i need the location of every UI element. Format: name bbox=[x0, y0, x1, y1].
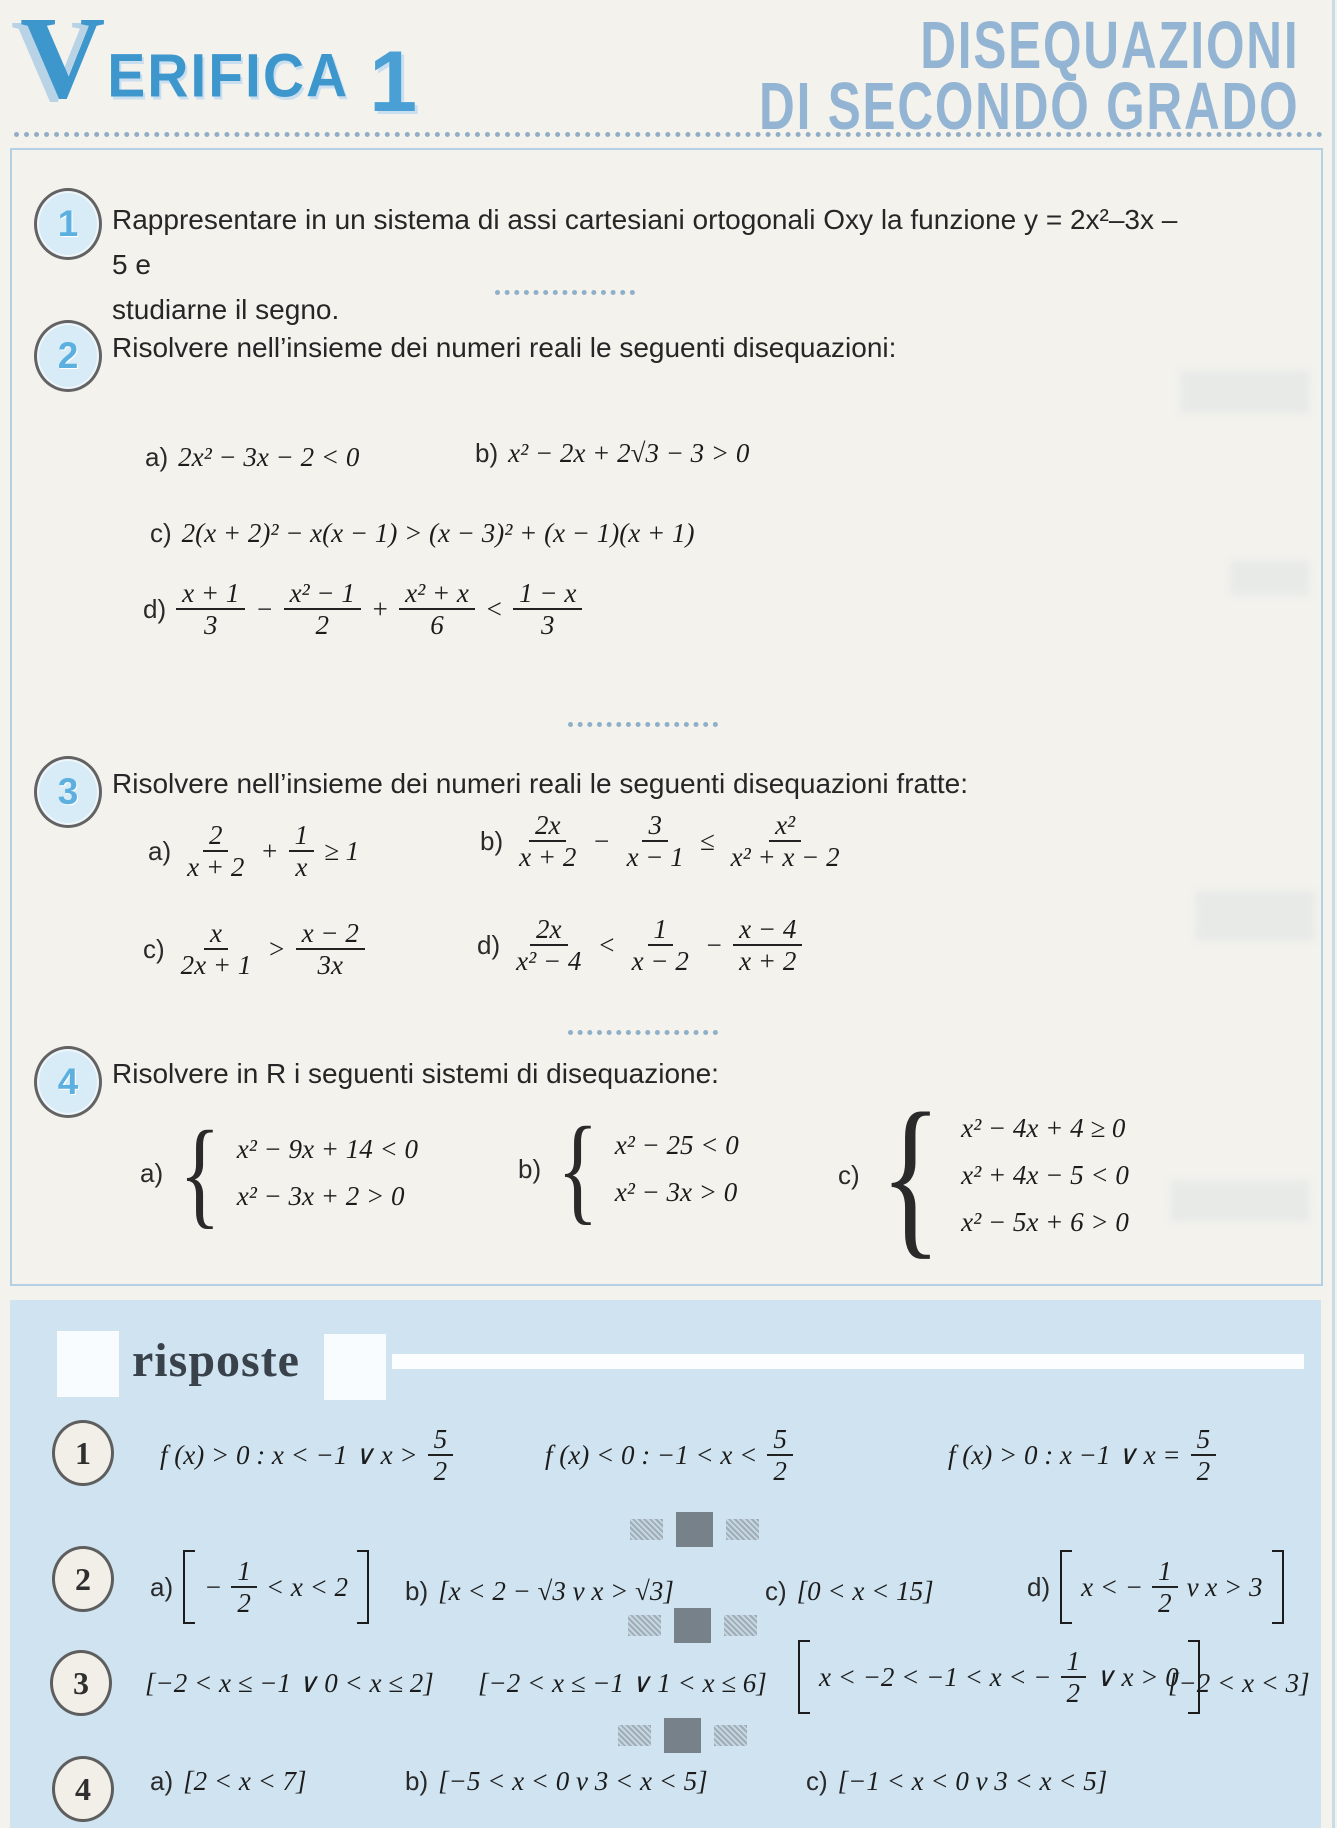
answer-1-badge bbox=[52, 1420, 114, 1486]
math-text: v x > 3 bbox=[1186, 1571, 1263, 1602]
numerator: 1 bbox=[1061, 1646, 1087, 1678]
operator: − bbox=[255, 593, 274, 624]
denominator: x² − 4 bbox=[516, 946, 582, 977]
numerator: 5 bbox=[1191, 1424, 1217, 1456]
exercise-4-system-a bbox=[140, 1106, 418, 1239]
bracket-right bbox=[357, 1550, 369, 1624]
numerator: x + 1 bbox=[176, 578, 245, 610]
logo-number: 1 bbox=[369, 33, 418, 130]
denominator: x − 2 bbox=[631, 946, 689, 977]
exercise-4-system-b bbox=[518, 1102, 739, 1235]
fraction bbox=[289, 820, 315, 882]
exercise-1-text-line1: Rappresentare in un sistema di assi cartesiani ortogonali Oxy la funzione y = 2x²–3x – 5 e bbox=[112, 204, 1178, 280]
numerator: 3 bbox=[642, 810, 668, 842]
system-lines bbox=[615, 1130, 739, 1208]
answer-2-number: 2 bbox=[75, 1560, 91, 1597]
item-label: c) bbox=[806, 1766, 828, 1796]
math-expression bbox=[819, 1640, 1179, 1714]
math-expression: x² − 9x + 14 < 0 bbox=[236, 1134, 418, 1164]
denominator: 2 bbox=[1158, 1588, 1172, 1619]
exercise-3-item-b bbox=[480, 810, 846, 872]
exercise-2-badge bbox=[34, 320, 102, 392]
item-label: b) bbox=[405, 1766, 429, 1796]
bracket-right bbox=[1272, 1550, 1284, 1624]
math-text: − bbox=[204, 1571, 223, 1602]
hatched-square bbox=[714, 1725, 747, 1746]
fraction bbox=[181, 820, 250, 882]
denominator: 2 bbox=[773, 1456, 787, 1487]
denominator: x² + x − 2 bbox=[730, 842, 840, 873]
exercise-1-badge bbox=[34, 188, 102, 260]
math-expression: x² − 4x + 4 ≥ 0 bbox=[961, 1113, 1126, 1144]
exercise-4-number: 4 bbox=[57, 1061, 79, 1102]
exercise-4-badge bbox=[34, 1046, 102, 1118]
relation: < bbox=[484, 593, 504, 624]
numerator: x² bbox=[769, 810, 801, 842]
decorative-divider-marks bbox=[628, 1608, 757, 1643]
numerator: x − 2 bbox=[296, 918, 365, 950]
numerator: 2 bbox=[203, 820, 229, 852]
math-expression bbox=[510, 914, 802, 976]
logo-word: ERIFICA bbox=[107, 41, 350, 111]
relation: < bbox=[597, 929, 616, 960]
answer-3-part1: [−2 < x ≤ −1 ∨ 0 < x ≤ 2] bbox=[145, 1668, 434, 1698]
exercise-2-item-d bbox=[143, 578, 582, 640]
answer-1-part1 bbox=[160, 1424, 453, 1486]
fraction bbox=[1191, 1424, 1217, 1486]
answer-2-item-d bbox=[1027, 1550, 1284, 1624]
numerator: x − 4 bbox=[733, 914, 802, 946]
answer-1-part3 bbox=[948, 1424, 1216, 1486]
fraction bbox=[621, 810, 690, 872]
denominator: 2 bbox=[1196, 1456, 1211, 1487]
math-text: < x < 2 bbox=[265, 1571, 349, 1602]
exercise-4-system-c bbox=[838, 1076, 1129, 1274]
math-expression: [−5 < x < 0 v 3 < x < 5] bbox=[438, 1766, 708, 1796]
math-expression bbox=[176, 578, 582, 640]
item-label: d) bbox=[477, 929, 501, 960]
math-text: ∨ x > 0 bbox=[1095, 1661, 1179, 1692]
decorative-divider-marks bbox=[618, 1718, 747, 1753]
fraction bbox=[175, 918, 258, 980]
risposte-heading: risposte bbox=[132, 1334, 300, 1387]
math-expression: x² − 3x > 0 bbox=[614, 1177, 738, 1207]
fraction bbox=[284, 578, 361, 640]
system-brace: { bbox=[179, 1106, 221, 1239]
answer-2-item-c bbox=[765, 1576, 934, 1607]
fraction bbox=[1152, 1556, 1178, 1618]
logo-letter-v: V bbox=[20, 0, 106, 123]
exercise-4-intro: Risolvere in R i seguenti sistemi di disequazione: bbox=[112, 1058, 719, 1089]
denominator: 3 bbox=[203, 610, 218, 641]
denominator: 6 bbox=[430, 610, 444, 641]
hatched-square bbox=[726, 1519, 759, 1540]
hatched-square bbox=[618, 1725, 651, 1746]
math-expression: f (x) > 0 : x < −1 ∨ x > bbox=[160, 1439, 418, 1470]
fraction bbox=[513, 810, 582, 872]
bracket-left bbox=[798, 1640, 810, 1714]
decorative-white-square bbox=[57, 1331, 119, 1397]
answer-3-number: 3 bbox=[73, 1664, 89, 1701]
numerator: 2x bbox=[530, 914, 567, 946]
answer-4-item-c bbox=[806, 1766, 1107, 1797]
exercise-3-intro: Risolvere nell’insieme dei numeri reali le seguenti disequazioni fratte: bbox=[112, 768, 968, 799]
section-dotted-separator bbox=[568, 1030, 718, 1035]
numerator: 1 bbox=[289, 820, 315, 852]
bleed-through-artifact bbox=[1195, 890, 1315, 942]
math-expression: [x < 2 − √3 v x > √3] bbox=[438, 1576, 674, 1606]
hatched-square bbox=[724, 1615, 757, 1636]
relation: ≥ 1 bbox=[324, 835, 360, 866]
page-title-line1: DISEQUAZIONI bbox=[919, 6, 1299, 83]
denominator: 3x bbox=[317, 950, 343, 981]
numerator: 1 bbox=[648, 914, 674, 946]
fraction bbox=[513, 578, 582, 640]
answer-1-number: 1 bbox=[75, 1434, 91, 1471]
exercise-1-text-line2: studiarne il segno. bbox=[112, 293, 340, 325]
denominator: 2 bbox=[315, 610, 329, 641]
denominator: x + 2 bbox=[187, 852, 245, 883]
math-text: x < −2 < −1 < x < − bbox=[819, 1661, 1052, 1692]
math-expression: f (x) < 0 : −1 < x < bbox=[545, 1439, 758, 1470]
item-label: d) bbox=[143, 593, 167, 624]
section-dotted-separator bbox=[568, 722, 718, 727]
page-title bbox=[699, 6, 1299, 143]
answer-3-badge bbox=[50, 1650, 112, 1716]
math-expression bbox=[1081, 1550, 1262, 1624]
operator: − bbox=[592, 825, 611, 856]
denominator: 2 bbox=[433, 1456, 448, 1487]
bracket-left bbox=[1060, 1550, 1072, 1624]
item-label: d) bbox=[1027, 1571, 1051, 1602]
exercise-2-number: 2 bbox=[57, 335, 79, 376]
numerator: 1 bbox=[1152, 1556, 1178, 1588]
exercise-2-intro: Risolvere nell’insieme dei numeri reali le seguenti disequazioni: bbox=[112, 332, 897, 363]
bracketed-expression bbox=[798, 1640, 1200, 1714]
math-expression: x² − 3x + 2 > 0 bbox=[236, 1181, 405, 1211]
answer-1-part2 bbox=[545, 1424, 793, 1486]
exercise-3-item-d bbox=[477, 914, 802, 976]
denominator: x bbox=[295, 852, 308, 883]
hatched-square bbox=[630, 1519, 663, 1540]
math-expression: x² + 4x − 5 < 0 bbox=[961, 1160, 1129, 1191]
denominator: 2x + 1 bbox=[180, 950, 252, 981]
bleed-through-artifact bbox=[1170, 1180, 1310, 1222]
item-label: c) bbox=[765, 1576, 787, 1606]
bracket-left bbox=[183, 1550, 195, 1624]
page-edge-line bbox=[1332, 0, 1335, 1828]
exercise-3-badge bbox=[34, 756, 102, 828]
answer-3-part4: [−2 < x < 3] bbox=[1168, 1668, 1310, 1698]
fraction bbox=[767, 1424, 793, 1486]
exercise-3-item-a bbox=[148, 820, 359, 882]
item-label: c) bbox=[150, 518, 172, 548]
bracketed-expression bbox=[183, 1550, 369, 1624]
bleed-through-artifact bbox=[1180, 370, 1310, 414]
answer-3-part2: [−2 < x ≤ −1 ∨ 1 < x ≤ 6] bbox=[478, 1668, 767, 1698]
answer-2-badge bbox=[52, 1546, 114, 1612]
item-label: b) bbox=[405, 1576, 429, 1606]
header-dotted-divider bbox=[14, 132, 1323, 137]
numerator: x² + x bbox=[399, 578, 475, 610]
fraction bbox=[296, 918, 365, 980]
operator: − bbox=[704, 929, 724, 960]
item-label: a) bbox=[148, 835, 172, 866]
answer-4-badge bbox=[52, 1756, 114, 1822]
decorative-divider-marks bbox=[630, 1512, 759, 1547]
item-label: b) bbox=[475, 438, 499, 468]
relation: > bbox=[267, 933, 286, 964]
bracketed-expression bbox=[1060, 1550, 1283, 1624]
system-brace: { bbox=[557, 1102, 599, 1235]
operator: + bbox=[370, 593, 390, 624]
fraction bbox=[231, 1556, 257, 1618]
answer-4-item-b bbox=[405, 1766, 708, 1797]
math-expression: [2 < x < 7] bbox=[183, 1766, 307, 1796]
item-label: a) bbox=[150, 1571, 174, 1602]
math-expression: x² − 25 < 0 bbox=[614, 1130, 739, 1160]
numerator: x bbox=[204, 918, 228, 950]
denominator: x + 2 bbox=[739, 946, 797, 977]
numerator: 2x bbox=[529, 810, 566, 842]
numerator: 5 bbox=[428, 1424, 454, 1456]
item-label: c) bbox=[838, 1160, 860, 1191]
item-label: a) bbox=[150, 1766, 174, 1796]
numerator: 1 bbox=[231, 1556, 257, 1588]
math-expression: x² − 2x + 2√3 − 3 > 0 bbox=[508, 438, 750, 468]
answer-4-number: 4 bbox=[75, 1770, 91, 1807]
section-dotted-separator bbox=[495, 290, 635, 295]
math-text: x < − bbox=[1081, 1571, 1144, 1602]
item-label: b) bbox=[518, 1153, 542, 1184]
exercise-1-number: 1 bbox=[57, 203, 79, 244]
hatched-square bbox=[628, 1615, 661, 1636]
denominator: x + 2 bbox=[519, 842, 577, 873]
relation: ≤ bbox=[699, 825, 715, 856]
numerator: 5 bbox=[767, 1424, 793, 1456]
decorative-white-square bbox=[324, 1334, 386, 1400]
bleed-through-artifact bbox=[1230, 560, 1310, 596]
math-expression: [0 < x < 15] bbox=[796, 1576, 934, 1606]
exercise-1-text bbox=[112, 198, 1192, 332]
math-expression: [−1 < x < 0 v 3 < x < 5] bbox=[837, 1766, 1108, 1796]
math-expression: 2x² − 3x − 2 < 0 bbox=[178, 442, 360, 472]
system-lines bbox=[237, 1134, 418, 1212]
fraction bbox=[428, 1424, 454, 1486]
answer-3-part3 bbox=[798, 1640, 1200, 1714]
answer-2-item-a bbox=[150, 1550, 369, 1624]
fraction bbox=[176, 578, 245, 640]
answer-2-item-b bbox=[405, 1576, 674, 1607]
operator: + bbox=[260, 835, 279, 866]
system-lines bbox=[961, 1113, 1129, 1238]
math-expression: 2(x + 2)² − x(x − 1) > (x − 3)² + (x − 1)(x + 1) bbox=[181, 518, 695, 548]
verifica-logo bbox=[20, 0, 418, 130]
exercise-3-number: 3 bbox=[57, 771, 79, 812]
math-expression bbox=[513, 810, 846, 872]
math-expression bbox=[175, 918, 365, 980]
numerator: 1 − x bbox=[513, 578, 582, 610]
item-label: c) bbox=[143, 933, 165, 964]
answer-4-item-a bbox=[150, 1766, 307, 1797]
math-expression: x² − 5x + 6 > 0 bbox=[961, 1207, 1129, 1238]
math-expression bbox=[181, 820, 359, 882]
dark-square bbox=[664, 1718, 701, 1753]
item-label: b) bbox=[480, 825, 504, 856]
denominator: x − 1 bbox=[626, 842, 684, 873]
exercise-2-item-b bbox=[475, 438, 749, 469]
denominator: 2 bbox=[1066, 1678, 1081, 1709]
exercise-3-item-c bbox=[143, 918, 365, 980]
item-label: a) bbox=[140, 1157, 164, 1188]
denominator: 2 bbox=[237, 1588, 251, 1619]
dark-square bbox=[674, 1608, 711, 1643]
numerator: x² − 1 bbox=[284, 578, 361, 610]
fraction bbox=[510, 914, 587, 976]
dark-square bbox=[676, 1512, 713, 1547]
page-title-line2: DI SECONDO GRADO bbox=[758, 67, 1299, 143]
fraction bbox=[626, 914, 695, 976]
fraction bbox=[733, 914, 802, 976]
fraction bbox=[1061, 1646, 1087, 1708]
fraction bbox=[725, 810, 846, 872]
exercise-2-item-a bbox=[145, 442, 359, 473]
system-brace: { bbox=[879, 1076, 942, 1274]
math-expression: f (x) > 0 : x −1 ∨ x = bbox=[948, 1439, 1181, 1470]
exercise-2-item-c bbox=[150, 518, 694, 549]
fraction bbox=[399, 578, 475, 640]
math-expression bbox=[204, 1550, 348, 1624]
denominator: 3 bbox=[541, 610, 555, 641]
item-label: a) bbox=[145, 442, 169, 472]
decorative-white-strip bbox=[392, 1354, 1304, 1369]
